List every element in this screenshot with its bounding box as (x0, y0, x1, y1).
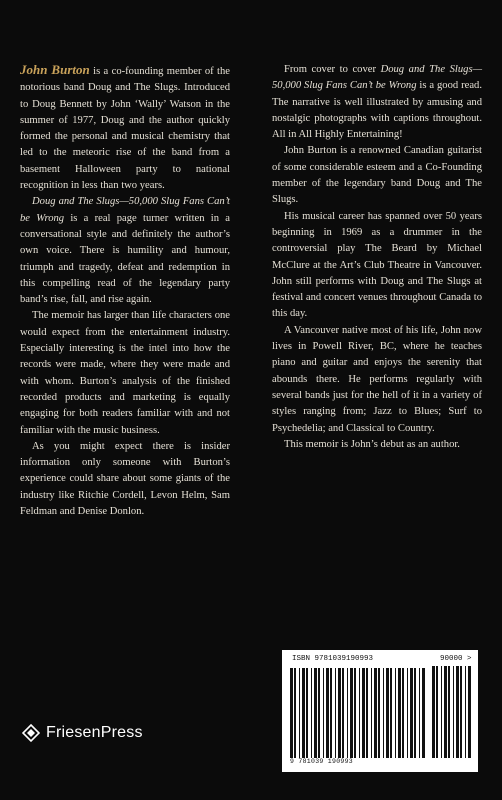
paragraph-memoir-characters: The memoir has larger than life characters one would expect from the entertainment industry. Especially interesting is the intel into how the records were made, where they were made and with whom. Burton’s analysis of the finished recorded products and marketing is equally engaging for both readers familiar with and not familiar with the music business. (20, 310, 230, 436)
ean-digits: 9 781039 190993 (290, 758, 354, 765)
review-text: is a good read. The narrative is well illustrated by amusing and nostalgic photographs with captions throughout. All in All Highly Entertaining! (272, 80, 482, 141)
paragraph-career: His musical career has spanned over 50 years beginning in 1969 as a drummer in the controversial play The Beard by Michael McClure at the Art’s Club Theatre in Vancouver. John still performs with Doug and The Slugs at festival and concert venues throughout Canada to this day. (272, 210, 482, 320)
author-name: John Burton (20, 62, 90, 77)
ean-barcode-bars (290, 668, 426, 758)
review-lead: From cover to cover (284, 64, 381, 75)
paragraph-book-summary (20, 194, 230, 308)
author-intro-text: is a co-founding member of the notorious band Doug and The Slugs. Introduced to Doug Bennett by John ‘Wally’ Watson in the summer of 1977, Doug and the author quickly formed the personal and musical chemistry that led to the meteoric rise of the band from a basement Halloween party to national recognition in less than two years. (20, 66, 231, 192)
isbn-barcode (282, 650, 478, 772)
publisher-logo (22, 724, 143, 742)
addon-barcode-bars (432, 666, 472, 758)
paragraph-insider-info: As you might expect there is insider information only someone with Burton’s experience could share about some giants of the industry like Ritchie Cordell, Levon Helm, Sam Feldman and Denise Donlon. (20, 440, 230, 518)
left-text-column (20, 62, 230, 520)
publisher-name: FriesenPress (46, 724, 143, 741)
isbn-number: ISBN 9781039190993 (292, 655, 374, 663)
book-title: Doug and The Slugs—50,000 Slug Fans Can’t be Wrong (20, 196, 230, 224)
price-code: 90000 > (440, 655, 472, 663)
friesenpress-diamond-logo-icon (22, 724, 40, 742)
paragraph-debut: This memoir is John’s debut as an author. (284, 438, 460, 450)
paragraph-author-intro (20, 62, 230, 194)
paragraph-guitarist: John Burton is a renowned Canadian guitarist of some considerable esteem and a Co-Founding member of the legendary band Doug and The Slugs. (272, 145, 482, 206)
book-title-review: Doug and The Slugs—50,000 Slug Fans Can’t be Wrong (272, 64, 482, 92)
right-text-column (272, 62, 482, 453)
paragraph-review (272, 62, 482, 143)
book-summary-text: is a real page turner written in a conversational style and definitely the author’s own voice. There is humility and humour, triumph and tragedy, defeat and redemption in this compelling read of the legendary party band’s rise, fall, and rise again. (20, 212, 230, 306)
paragraph-vancouver: A Vancouver native most of his life, John now lives in Powell River, BC, where he teaches piano and guitar and enjoys the serenity that abounds there. He performs regularly with several bands just for the hell of it in a variety of styles ranging from; Jazz to Blues; Surf to Psychedelia; and Classical to Country. (272, 324, 482, 434)
